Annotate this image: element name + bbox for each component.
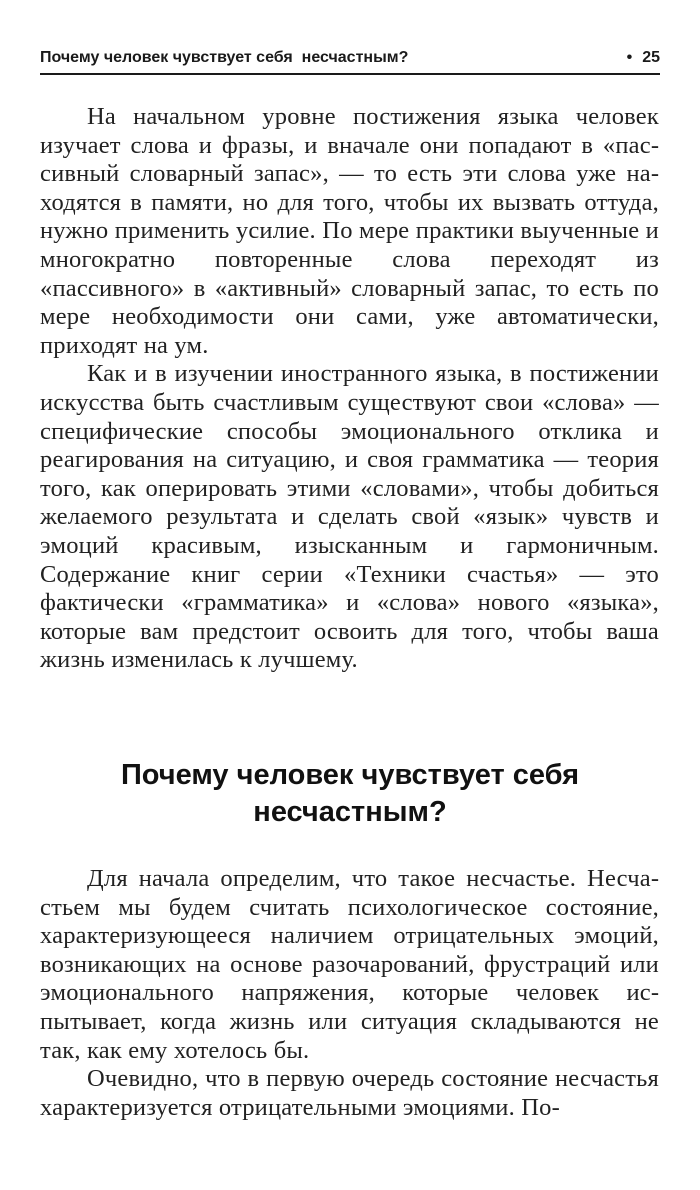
paragraph: Как и в изучении иностранного языка, в постижении искусства быть счастливым существуют свои «слова» — специфические способы эмоционального отклика и реагирования на ситуацию, и своя грамматика — теория того, как оперировать этими «словами», чтобы добиться желаемого результата и сделать свой «язык» чувств и эмоций красивым, изысканным и гармоничным. Содержание книг серии «Техники счастья» — это фактически «грамматика» и «слова» нового «языка», которые вам предстоит освоить для того, чтобы ваша жизнь изменилась к лучшему.: [40, 360, 659, 674]
paragraph: На начальном уровне постижения языка человек изучает слова и фразы, и вначале они попадают в «пассивный словарный запас», — то есть эти слова уже находятся в памяти, но для того, чтобы их вызвать оттуда, нужно применить усилие. По мере практики выученные и многократно повторенные слова переходят из «пассивного» в «активный» словарный запас, то есть по мере необходимости они сами, уже автоматически, приходят на ум.: [40, 103, 659, 359]
paragraph: Очевидно, что в первую очередь состояние несчастья характеризуется отрицательными эмоциями. По-: [40, 1065, 659, 1121]
paragraph: Для начала определим, что такое несчастье. Несчастьем мы будем считать психологическое состояние, характеризующееся наличием отрицательных эмоций, возникающих на основе разочарований, фрустраций или эмоционального напряжения, которые человек испытывает, когда жизнь или ситуация складываются не так, как ему хотелось бы.: [40, 865, 659, 1064]
running-head: [40, 47, 660, 75]
page-number: [627, 49, 660, 67]
body-text-section: [40, 865, 659, 1122]
folio-bullet: •: [626, 49, 633, 66]
body-text-top: [40, 103, 659, 675]
running-title: Почему человек чувствует себя несчастным?: [40, 49, 409, 66]
page-number-value: 25: [642, 49, 660, 66]
section-heading: [40, 757, 660, 831]
section-heading-line: несчастным?: [253, 796, 447, 828]
section-heading-line: Почему человек чувствует себя: [120, 759, 580, 791]
